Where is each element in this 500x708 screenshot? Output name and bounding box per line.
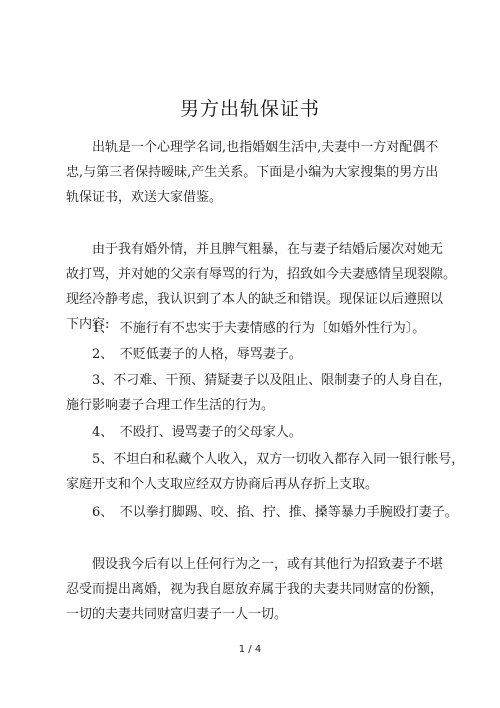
intro-line-1: 出轨是一个心理学名词,也指婚姻生活中,夫妻中一方对配偶不 (92, 140, 439, 155)
list-item (66, 316, 438, 341)
intro-line-2: 忠,与第三者保持暧昧,产生关系。下面是小编为大家搜集的男方出 (66, 165, 439, 180)
statement-line-3: 现经冷静考虑，我认识到了本人的缺乏和错误。现保证以后遵照以 (66, 292, 444, 307)
item-5-text-line-1: 5、不坦白和私藏个人收入，双方一切收入都存入同一银行帐号， (92, 452, 465, 467)
statement-line-4: 下内容: (66, 317, 110, 332)
closing-line-1: 假设我今后有以上任何行为之一，或有其他行为招致妻子不堪 (92, 557, 444, 572)
item-1-text: 1、 不施行有不忠实于夫妻情感的行为〔如婚外性行为〕。 (92, 321, 426, 336)
list-item (66, 447, 465, 497)
closing-line-3: 一切的夫妻共同财富归妻子一人一切。 (66, 607, 288, 622)
list-item (66, 368, 452, 418)
item-3-text-line-1: 3、不刁难、干预、猜疑妻子以及阻止、限制妻子的人身自在， (92, 373, 452, 388)
closing-line-2: 忍受而提出离婚，视为我自愿放弃属于我的夫妻共同财富的份额， (66, 582, 444, 597)
intro-line-3: 轨保证书，欢送大家借鉴。 (66, 190, 223, 205)
closing-paragraph (66, 552, 444, 627)
item-3-text-line-2: 施行影响妻子合理工作生活的行为。 (66, 398, 275, 413)
item-5-text-line-2: 家庭开支和个人支取应经双方协商后再从存折上支取。 (66, 477, 379, 492)
list-item (66, 342, 438, 367)
list-item (66, 420, 438, 445)
page-number: 1 / 4 (238, 644, 262, 655)
item-2-text: 2、 不贬低妻子的人格，辱骂妻子。 (92, 347, 302, 362)
item-4-text: 4、 不殴打、谩骂妻子的父母家人。 (92, 425, 302, 440)
statement-line-2: 故打骂，并对她的父亲有辱骂的行为，招致如今夫妻感情呈现裂隙。 (66, 267, 457, 282)
document-title: 男方出轨保证书 (179, 98, 320, 120)
statement-line-1: 由于我有婚外情，并且脾气粗暴，在与妻子结婚后屡次对她无 (92, 242, 444, 257)
list-item (66, 500, 458, 525)
intro-paragraph (66, 135, 438, 210)
item-6-text: 6、 不以拳打脚踢、咬、掐、拧、推、搡等暴力手腕殴打妻子。 (92, 505, 458, 520)
